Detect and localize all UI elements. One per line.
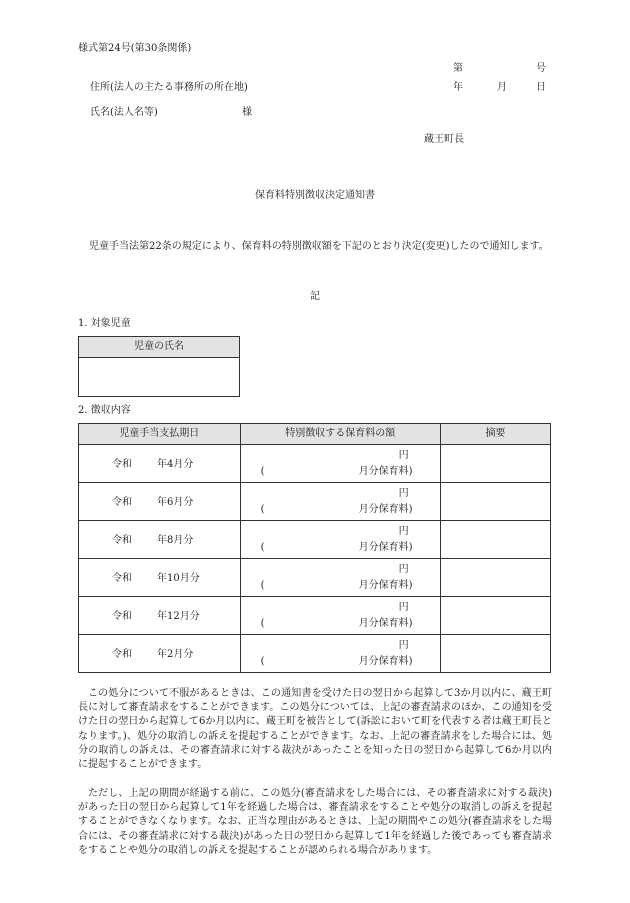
- number-prefix: 第: [453, 63, 463, 74]
- child-name-cell: [79, 358, 240, 397]
- intro-paragraph: 児童手当法第22条の規定により、保育料の特別徴収額を下記のとおり決定(変更)したので通知します。: [89, 241, 549, 252]
- month-fee-label: 月分保育料): [358, 618, 413, 629]
- era-label: 令和: [112, 459, 132, 470]
- child-name-header: 児童の氏名: [79, 337, 240, 358]
- yen-label: 円: [398, 488, 409, 499]
- table-row: [79, 483, 551, 521]
- paren-open: (: [260, 504, 265, 515]
- era-label: 令和: [112, 573, 132, 584]
- collection-table: [78, 423, 551, 673]
- table-row: [79, 521, 551, 559]
- paren-open: (: [260, 618, 265, 629]
- date-month: 月: [497, 82, 507, 93]
- date-year: 年: [453, 82, 463, 93]
- yen-label: 円: [398, 640, 409, 651]
- table-row: [79, 445, 551, 483]
- remarks-cell: [440, 635, 550, 673]
- remarks-cell: [440, 559, 550, 597]
- payment-period: 年8月分: [157, 535, 194, 546]
- appeal-notice-paragraph-1: この処分について不服があるときは、この通知書を受けた日の翌日から起算して3か月以内に、蔵王町長に対して審査請求をすることができます。この処分については、上記の審査請求のほか、この通知を受けた日の翌日から起算して6か月以内に、蔵王町を被告として(訴訟において町を代表する者は蔵王町長となります。)、処分の取消しの訴えを提起することができます。なお、上記の審査請求をした場合には、処分の取消しの訴えは、その審査請求に対する裁決があったことを知った日の翌日から起算して6か月以内に提起することができます。: [78, 688, 552, 771]
- yen-label: 円: [398, 450, 409, 461]
- section1-heading: 1. 対象児童: [78, 318, 131, 329]
- era-label: 令和: [112, 649, 132, 660]
- honorific: 様: [242, 107, 252, 118]
- issuer: 蔵王町長: [424, 134, 464, 145]
- remarks-header: 摘要: [440, 424, 550, 445]
- appeal-notice-paragraph-2: ただし、上記の期間が経過する前に、この処分(審査請求をした場合には、その審査請求に対する裁決)があった日の翌日から起算して1年を経過した場合は、審査請求をすることや処分の取消しの訴えを提起することができなくなります。なお、正当な理由があるときは、上記の期間やこの処分(審査請求をした場合には、その審査請求に対する裁決)があった日の翌日から起算して1年を経過した後であっても審査請求をすることや処分の取消しの訴えを提起することが認められる場合があります。: [78, 788, 552, 856]
- address-label: 住所(法人の主たる事務所の所在地): [90, 82, 248, 93]
- payment-period: 年10月分: [157, 573, 200, 584]
- remarks-cell: [440, 597, 550, 635]
- payment-period: 年2月分: [157, 649, 194, 660]
- era-label: 令和: [112, 611, 132, 622]
- table-row: [79, 559, 551, 597]
- target-child-table: [78, 336, 240, 397]
- paren-open: (: [260, 580, 265, 591]
- paren-open: (: [260, 542, 265, 553]
- name-label: 氏名(法人名等): [90, 107, 158, 118]
- remarks-cell: [440, 521, 550, 559]
- payment-period: 年12月分: [157, 611, 200, 622]
- month-fee-label: 月分保育料): [358, 542, 413, 553]
- table-row: [79, 597, 551, 635]
- table-row: [79, 635, 551, 673]
- paren-open: (: [260, 466, 265, 477]
- payment-period: 年6月分: [157, 497, 194, 508]
- month-fee-label: 月分保育料): [358, 580, 413, 591]
- document-title: 保育料特別徴収決定通知書: [255, 190, 375, 201]
- month-fee-label: 月分保育料): [358, 466, 413, 477]
- era-label: 令和: [112, 497, 132, 508]
- yen-label: 円: [398, 564, 409, 575]
- paren-open: (: [260, 656, 265, 667]
- yen-label: 円: [398, 602, 409, 613]
- number-suffix: 号: [536, 63, 546, 74]
- month-fee-label: 月分保育料): [358, 656, 413, 667]
- form-number: 様式第24号(第30条関係): [78, 43, 192, 54]
- section2-heading: 2. 徴収内容: [78, 405, 131, 416]
- remarks-cell: [440, 483, 550, 521]
- yen-label: 円: [398, 526, 409, 537]
- ki-label: 記: [310, 291, 320, 302]
- remarks-cell: [440, 445, 550, 483]
- payment-period: 年4月分: [157, 459, 194, 470]
- month-fee-label: 月分保育料): [358, 504, 413, 515]
- date-day: 日: [536, 82, 546, 93]
- amount-header: 特別徴収する保育料の額: [240, 424, 440, 445]
- payment-date-header: 児童手当支払期日: [79, 424, 241, 445]
- era-label: 令和: [112, 535, 132, 546]
